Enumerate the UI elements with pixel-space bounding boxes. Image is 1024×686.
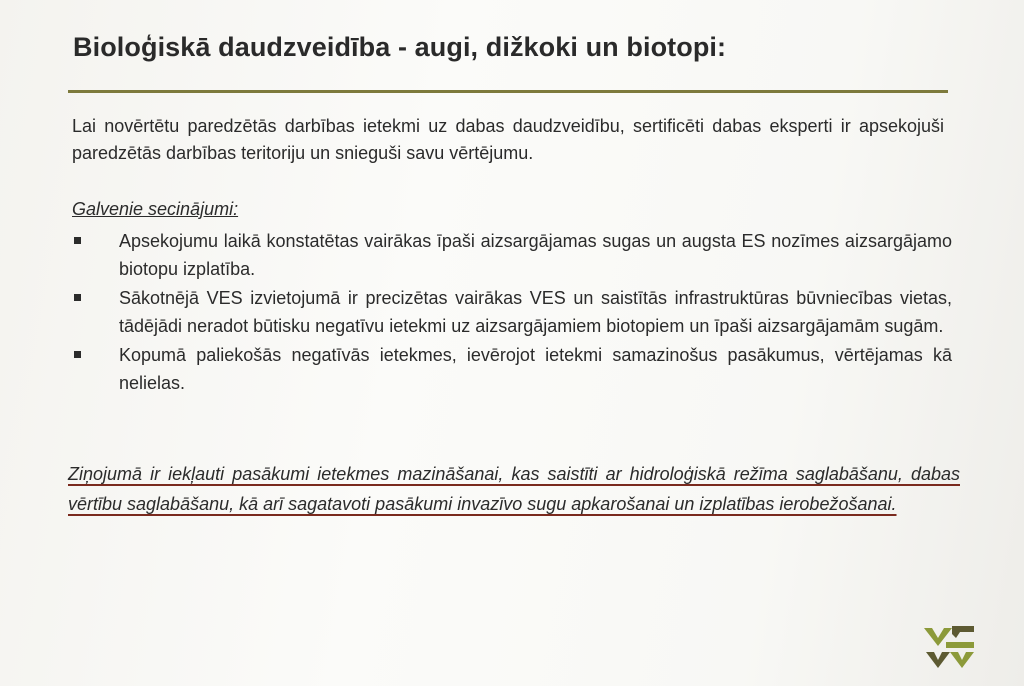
finding-text: Kopumā paliekošās negatīvās ietekmes, ievērojot ietekmi samazinošus pasākumus, vērtējamas kā nelielas.: [119, 345, 952, 393]
ves-logo-icon: [922, 622, 976, 674]
logo-chevron-bottom-left: [926, 652, 950, 668]
logo-chevron-top-right: [952, 626, 974, 638]
title-divider: [68, 90, 948, 93]
finding-text: Apsekojumu laikā konstatētas vairākas īpaši aizsargājamas sugas un augsta ES nozīmes aizsargājamo biotopu izplatība.: [119, 231, 952, 279]
findings-list: [72, 227, 952, 398]
bullet-icon: [74, 294, 81, 301]
conclusion-paragraph: [68, 459, 960, 519]
findings-heading: Galvenie secinājumi:: [72, 199, 239, 219]
logo-bar-mid: [946, 642, 974, 648]
conclusion-text: Ziņojumā ir iekļauti pasākumi ietekmes mazināšanai, kas saistīti ar hidroloģiskā režīma saglabāšanu, dabas vērtību saglabāšanu, kā arī sagatavoti pasākumi invazīvo sugu apkarošanai un izplatības ierobežošanai.: [68, 464, 960, 514]
slide-title: Bioloģiskā daudzveidība - augi, dižkoki un biotopi:: [73, 32, 727, 62]
finding-item: [72, 227, 952, 283]
logo-chevron-bottom-right: [950, 652, 974, 668]
finding-item: [72, 284, 952, 340]
bullet-icon: [74, 351, 81, 358]
finding-item: [72, 341, 952, 397]
finding-text: Sākotnējā VES izvietojumā ir precizētas vairākas VES un saistītās infrastruktūras būvniecības vietas, tādējādi neradot būtisku negatīvu ietekmi uz aizsargājamiem biotopiem un īpaši aizsargājamām sugām.: [119, 288, 952, 336]
intro-paragraph: Lai novērtētu paredzētās darbības ietekmi uz dabas daudzveidību, sertificēti dabas eksperti ir apsekojuši paredzētās darbības teritoriju un snieguši savu vērtējumu.: [72, 116, 944, 163]
bullet-icon: [74, 237, 81, 244]
